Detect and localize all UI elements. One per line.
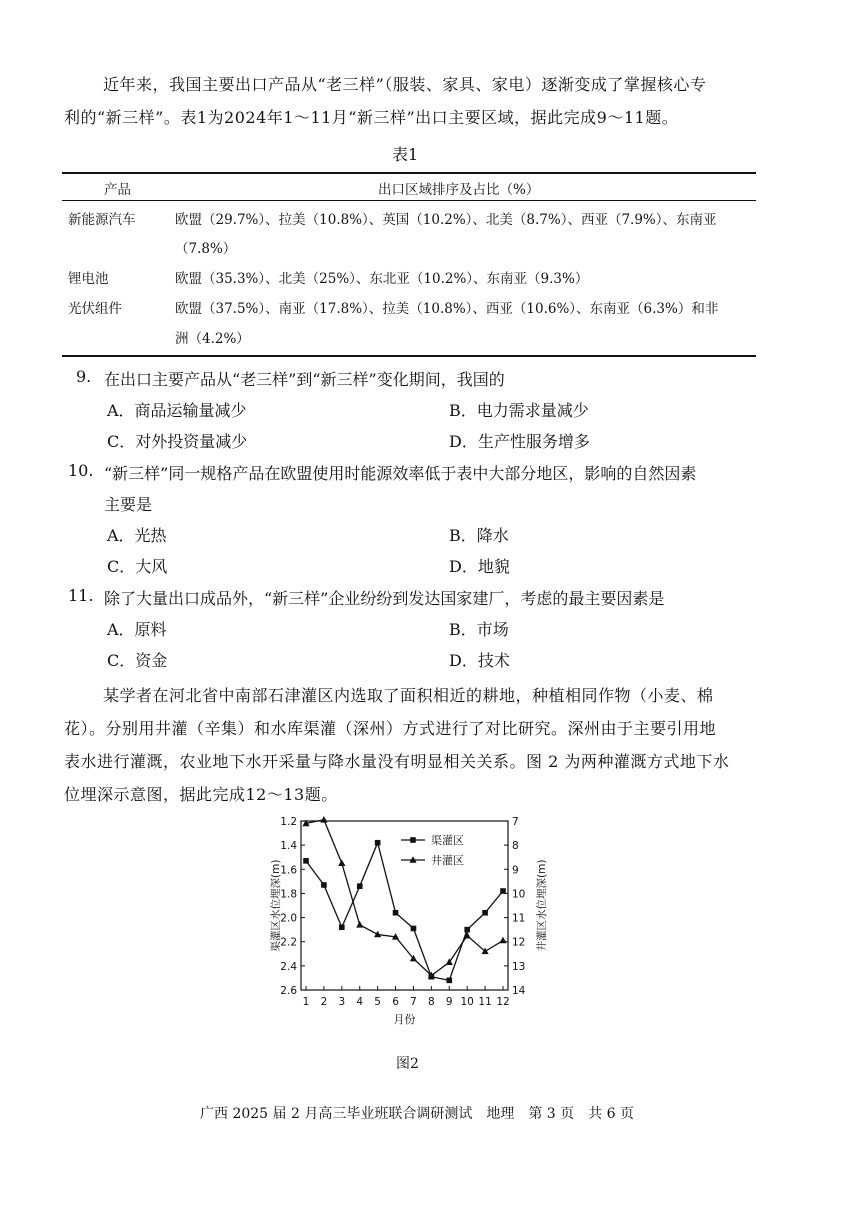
x-axis-tick-label: 6: [392, 996, 399, 1008]
question-9-option-a: A．商品运输量减少: [107, 401, 247, 420]
intro2-line1: 某学者在河北省中南部石津灌区内选取了面积相近的耕地，种植相同作物（小麦、棉: [103, 686, 714, 705]
left-axis-tick-label: 1.4: [280, 840, 297, 853]
question-9-number: 9.: [76, 367, 92, 386]
series-line-1: [306, 843, 503, 981]
table-header-regions: 出口区域排序及占比（%）: [378, 182, 540, 198]
table-cell-regions: 欧盟（29.7%）、拉美（10.8%）、英国（10.2%）、北美（8.7%）、西亚（7.9%）、东南亚: [175, 212, 717, 228]
data-point-square: [410, 837, 416, 843]
legend-label-2: 井灌区: [431, 854, 464, 867]
table-cell-product: 锂电池: [68, 271, 109, 287]
x-axis-tick-label: 5: [374, 996, 381, 1008]
left-axis-tick-label: 2.2: [280, 936, 297, 949]
table-cell-product: 新能源汽车: [68, 212, 136, 228]
question-9-stem: 在出口主要产品从“老三样”到“新三样”变化期间，我国的: [104, 370, 505, 389]
question-10-option-d: D．地貌: [449, 557, 510, 576]
data-point-square: [393, 910, 399, 916]
x-axis-tick-label: 12: [496, 996, 510, 1008]
left-axis-label: 渠灌区水位埋深(m): [270, 859, 282, 952]
table-cell-regions-cont: 洲（4.2%）: [175, 331, 250, 347]
chart-axes: [269, 816, 548, 1026]
data-point-square: [482, 910, 488, 916]
data-point-square: [500, 888, 506, 894]
right-axis-tick-label: 9: [512, 864, 519, 877]
question-9-option-b: B．电力需求量减少: [449, 401, 589, 420]
question-10-stem-cont: 主要是: [104, 495, 153, 514]
left-axis-tick-label: 2.0: [280, 912, 297, 925]
x-axis-tick-label: 7: [410, 996, 417, 1008]
groundwater-depth-chart: [265, 812, 555, 1044]
x-axis-tick-label: 1: [302, 996, 310, 1008]
intro1-line2: 利的“新三样”。表1为2024年1～11月“新三样”出口主要区域，据此完成9～11题。: [64, 108, 679, 127]
question-11-option-c: C．资金: [107, 651, 168, 670]
data-point-square: [411, 926, 417, 932]
table-caption: 表1: [392, 145, 419, 164]
table-cell-product: 光伏组件: [68, 301, 122, 317]
x-axis-tick-label: 11: [478, 996, 492, 1008]
right-axis-tick-label: 8: [512, 840, 519, 853]
left-axis-tick-label: 1.2: [280, 816, 297, 828]
data-point-square: [446, 978, 452, 984]
question-11-option-d: D．技术: [449, 651, 510, 670]
x-axis-tick-label: 10: [460, 996, 474, 1008]
question-11-option-b: B．市场: [449, 620, 509, 639]
question-9-option-c: C．对外投资量减少: [107, 432, 248, 451]
chart-legend: [401, 833, 464, 867]
table-top-rule: [62, 172, 756, 174]
table-cell-regions: 欧盟（35.3%）、北美（25%）、东北亚（10.2%）、东南亚（9.3%）: [175, 271, 589, 287]
data-point-square: [303, 858, 309, 864]
intro2-line2: 花）。分别用井灌（辛集）和水库渠灌（深州）方式进行了对比研究。深州由于主要引用地: [64, 719, 717, 738]
x-axis-label: 月份: [393, 1013, 416, 1026]
right-axis-tick-label: 10: [512, 888, 526, 901]
data-point-square: [357, 883, 363, 889]
data-point-square: [321, 882, 327, 888]
left-axis-tick-label: 1.8: [280, 888, 297, 901]
data-point-square: [464, 927, 470, 933]
x-axis-tick-label: 2: [320, 996, 328, 1008]
right-axis-tick-label: 14: [512, 985, 526, 997]
x-axis-tick-label: 3: [338, 996, 346, 1008]
left-axis-tick-label: 2.4: [280, 960, 297, 973]
question-10-option-a: A．光热: [107, 526, 167, 545]
left-axis-tick-label: 2.6: [280, 985, 297, 997]
question-11-number: 11.: [68, 586, 94, 605]
question-10-option-c: C．大风: [107, 557, 168, 576]
x-axis-tick-label: 8: [428, 996, 435, 1008]
data-point-triangle: [374, 931, 381, 938]
right-axis-tick-label: 11: [512, 912, 526, 925]
data-point-triangle: [356, 921, 363, 928]
chart-caption: 图2: [396, 1056, 419, 1072]
right-axis-tick-label: 13: [512, 960, 526, 973]
intro2-line3: 表水进行灌溉，农业地下水开采量与降水量没有明显相关关系。图 2 为两种灌溉方式地下水: [64, 752, 730, 771]
right-axis-tick-label: 7: [512, 816, 519, 828]
right-axis-label: 井灌区水位埋深(m): [536, 859, 548, 952]
question-9-option-d: D．生产性服务增多: [449, 432, 590, 451]
table-header-rule: [62, 200, 756, 201]
right-axis-tick-label: 12: [512, 936, 526, 949]
question-10-number: 10.: [68, 461, 94, 480]
intro1-line1: 近年来，我国主要出口产品从“老三样”（服装、家具、家电）逐渐变成了掌握核心专: [103, 75, 707, 94]
chart-series-layer: [302, 816, 506, 983]
table-cell-regions-cont: （7.8%）: [175, 241, 237, 257]
table-cell-regions: 欧盟（37.5%）、南亚（17.8%）、拉美（10.8%）、西亚（10.6%）、东南亚（6.3%）和非: [175, 301, 719, 317]
x-axis-tick-label: 4: [356, 996, 364, 1008]
question-11-option-a: A．原料: [107, 620, 167, 639]
legend-label-1: 渠灌区: [431, 834, 464, 847]
data-point-triangle: [338, 859, 345, 866]
question-11-stem: 除了大量出口成品外，“新三样”企业纷纷到发达国家建厂，考虑的最主要因素是: [104, 589, 665, 608]
page-footer: 广西 2025 届 2 月高三毕业班联合调研测试 地理 第 3 页 共 6 页: [200, 1106, 634, 1122]
intro2-line4: 位埋深示意图，据此完成12～13题。: [64, 785, 338, 804]
left-axis-tick-label: 1.6: [280, 864, 297, 877]
question-10-option-b: B．降水: [449, 526, 509, 545]
data-point-square: [375, 840, 381, 846]
series-line-2: [306, 820, 503, 976]
data-point-square: [339, 924, 345, 930]
data-point-triangle: [499, 937, 506, 944]
x-axis-tick-label: 9: [445, 996, 453, 1008]
data-point-triangle: [320, 816, 327, 823]
question-10-stem: “新三样”同一规格产品在欧盟使用时能源效率低于表中大部分地区，影响的自然因素: [104, 464, 697, 483]
table-header-product: 产品: [104, 182, 131, 198]
table-bottom-rule: [62, 355, 756, 357]
